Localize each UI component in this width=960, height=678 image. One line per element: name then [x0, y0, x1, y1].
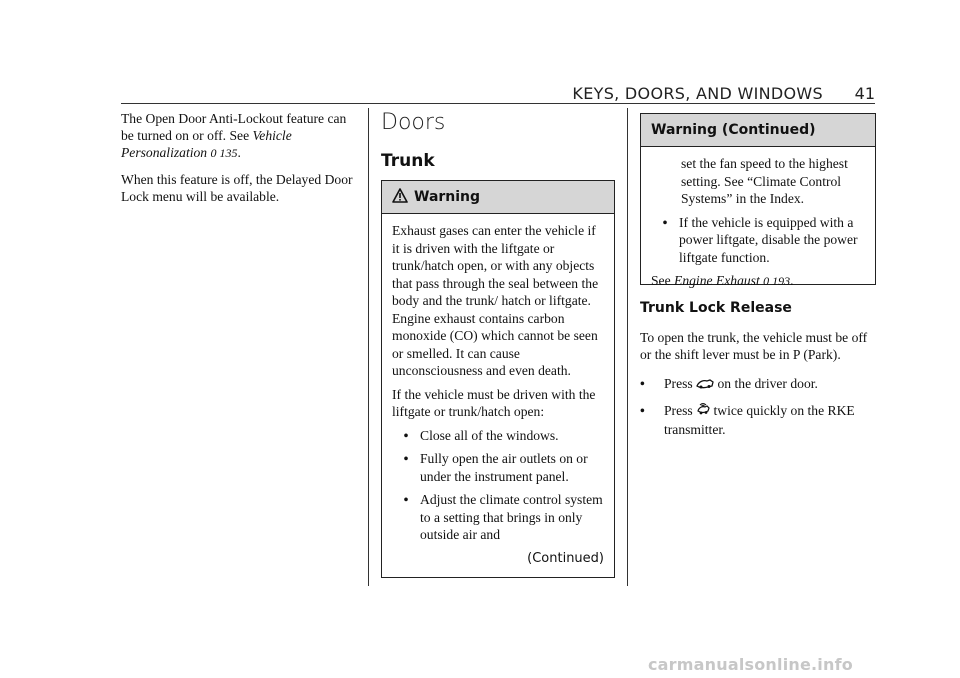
section-heading: Doors — [381, 110, 446, 135]
column-1 — [121, 110, 356, 214]
list-item: • Adjust the climate control system to a setting that brings in only outside air and — [403, 492, 603, 542]
page-header — [121, 84, 875, 104]
vehicle-personalization-link[interactable]: Vehicle Personalization — [121, 128, 292, 160]
trunk-release-switch-icon — [696, 377, 714, 394]
header-rule — [121, 103, 875, 104]
anti-lockout-paragraph: The Open Door Anti-Lockout feature can be turned on or off. See Vehicle Personalization 0 135. — [121, 111, 347, 160]
trunk-lock-release-heading: Trunk Lock Release — [640, 300, 792, 316]
delayed-lock-paragraph: When this feature is off, the Delayed Door Lock menu will be available. — [121, 172, 353, 204]
warning-title: Warning — [414, 189, 481, 205]
column-2 — [381, 110, 613, 172]
list-item: • Close all of the windows. — [403, 427, 559, 443]
list-item: • Fully open the air outlets on or under the instrument panel. — [403, 451, 588, 484]
see-engine-exhaust: See Engine Exhaust 0 193. — [651, 273, 794, 288]
watermark: carmanualsonline.info — [648, 655, 853, 674]
page-number: 41 — [854, 84, 875, 103]
list-item: • Press twice quickly on the RKE transmitter. — [640, 403, 855, 437]
warning-paragraph-2: If the vehicle must be driven with the liftgate or trunk/hatch open: — [392, 386, 596, 419]
list-item: • Press on the driver door. — [640, 375, 874, 394]
warning-continued-body — [641, 147, 875, 303]
trunk-lock-release-section — [640, 299, 874, 444]
list-item: • If the vehicle is equipped with a power liftgate, disable the power liftgate function. — [662, 214, 858, 265]
rke-trunk-icon — [696, 402, 710, 421]
engine-exhaust-link[interactable]: Engine Exhaust — [674, 273, 760, 288]
column-divider-1 — [368, 108, 369, 586]
warning-continued-header — [641, 114, 875, 147]
warning-box-continued — [640, 113, 876, 288]
trunk-lock-paragraph: To open the trunk, the vehicle must be off or the shift lever must be in P (Park). — [640, 330, 868, 362]
warning-continued-title: Warning (Continued) — [651, 122, 816, 138]
warning-body — [382, 214, 614, 573]
warning-paragraph-1: Exhaust gases can enter the vehicle if it is driven with the liftgate or trunk/hatch open, or with any objects that pass through the seal between the body and the trunk/ hatch or liftgate. Engine exhaust contains carbon monoxide (CO) which cannot be seen or smelled. It can cause unconsciousness and even death. — [392, 223, 599, 378]
continued-label: (Continued) — [527, 550, 604, 566]
page-xref[interactable]: 0 193 — [763, 274, 791, 288]
warning-box — [381, 180, 615, 578]
warning-continued-text: set the fan speed to the highest setting. See “Climate Control Systems” in the Index. — [681, 156, 848, 206]
page-xref[interactable]: 0 135 — [210, 146, 238, 160]
header-title: KEYS, DOORS, AND WINDOWS — [572, 84, 823, 103]
trunk-heading: Trunk — [381, 151, 435, 171]
warning-header — [382, 181, 614, 214]
column-divider-2 — [627, 108, 628, 586]
warning-triangle-icon — [392, 188, 408, 207]
